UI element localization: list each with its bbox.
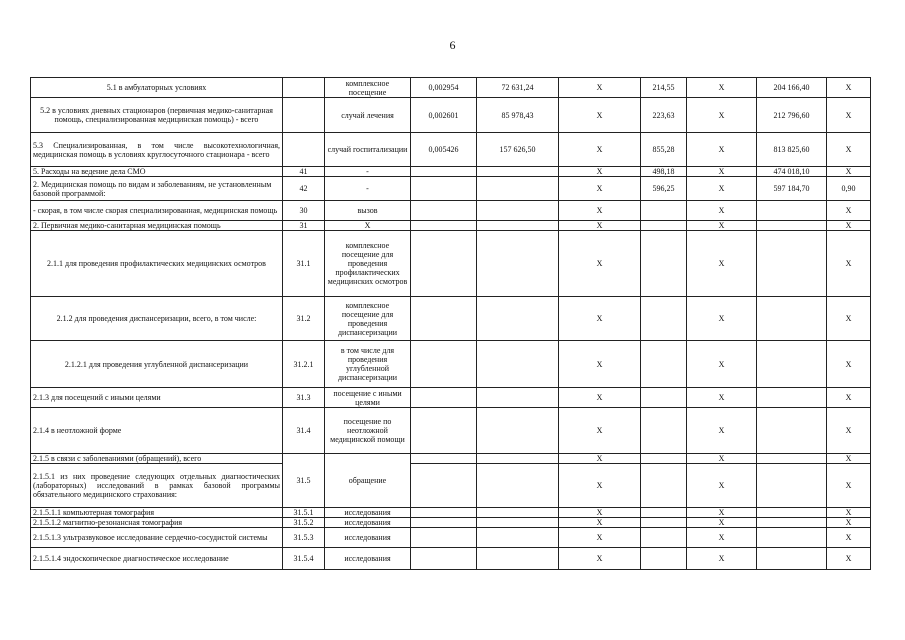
- table-row: [31, 133, 871, 167]
- row-norm: [411, 454, 477, 464]
- row-c8: X: [687, 508, 757, 518]
- row-name: 2.1.4 в неотложной форме: [31, 408, 283, 454]
- row-cost: 157 626,50: [477, 133, 559, 167]
- row-c9: [757, 454, 827, 464]
- row-c7: [641, 518, 687, 528]
- row-norm: [411, 201, 477, 221]
- row-unit: случай лечения: [325, 98, 411, 133]
- row-norm: 0,002601: [411, 98, 477, 133]
- row-c9: 813 825,60: [757, 133, 827, 167]
- row-name: 5. Расходы на ведение дела СМО: [31, 167, 283, 177]
- table-row: [31, 388, 871, 408]
- row-unit: комплексное посещение: [325, 78, 411, 98]
- row-cost: [477, 454, 559, 464]
- table-row: [31, 78, 871, 98]
- row-c6: X: [559, 201, 641, 221]
- row-c9: 474 018,10: [757, 167, 827, 177]
- row-c8: X: [687, 464, 757, 508]
- row-c9: 212 796,60: [757, 98, 827, 133]
- row-cost: [477, 408, 559, 454]
- row-norm: [411, 408, 477, 454]
- row-c9: [757, 231, 827, 297]
- row-norm: [411, 388, 477, 408]
- row-c8: X: [687, 201, 757, 221]
- row-c8: X: [687, 454, 757, 464]
- row-c7: [641, 297, 687, 341]
- row-c8: X: [687, 297, 757, 341]
- row-c8: X: [687, 548, 757, 570]
- row-c8: X: [687, 177, 757, 201]
- row-cost: [477, 341, 559, 388]
- row-c6: X: [559, 408, 641, 454]
- row-c7: 855,28: [641, 133, 687, 167]
- row-c10: X: [827, 78, 871, 98]
- row-line-number: 31.5.4: [283, 548, 325, 570]
- row-c9: 204 166,40: [757, 78, 827, 98]
- row-cost: [477, 231, 559, 297]
- row-c10: X: [827, 388, 871, 408]
- row-c6: X: [559, 528, 641, 548]
- row-name: 2.1.5 в связи с заболеваниями (обращений), всего: [31, 454, 283, 464]
- row-c6: X: [559, 98, 641, 133]
- table-row: [31, 408, 871, 454]
- row-name: 2.1.2 для проведения диспансеризации, всего, в том числе:: [31, 297, 283, 341]
- row-c9: [757, 341, 827, 388]
- row-line-number: [283, 133, 325, 167]
- row-c9: [757, 528, 827, 548]
- financing-table: [30, 77, 871, 570]
- row-c10: X: [827, 341, 871, 388]
- row-c7: [641, 548, 687, 570]
- row-c10: X: [827, 408, 871, 454]
- row-line-number: 42: [283, 177, 325, 201]
- row-line-number: 31.5.2: [283, 518, 325, 528]
- row-c9: [757, 221, 827, 231]
- row-line-number: [283, 98, 325, 133]
- group-line-number: 31.5: [283, 454, 325, 508]
- row-c10: X: [827, 98, 871, 133]
- row-c6: X: [559, 518, 641, 528]
- row-c7: [641, 231, 687, 297]
- row-name: 2.1.5.1.4 эндоскопическое диагностическое исследование: [31, 548, 283, 570]
- row-c6: X: [559, 231, 641, 297]
- row-name: 5.1 в амбулаторных условиях: [31, 78, 283, 98]
- row-cost: [477, 177, 559, 201]
- row-norm: [411, 464, 477, 508]
- row-unit: исследования: [325, 508, 411, 518]
- row-cost: [477, 508, 559, 518]
- row-unit: в том числе для проведения углубленной диспансеризации: [325, 341, 411, 388]
- row-unit: X: [325, 221, 411, 231]
- row-c6: X: [559, 548, 641, 570]
- row-c8: X: [687, 98, 757, 133]
- row-c10: X: [827, 464, 871, 508]
- row-unit: комплексное посещение для проведения диспансеризации: [325, 297, 411, 341]
- row-c6: X: [559, 297, 641, 341]
- row-cost: 85 978,43: [477, 98, 559, 133]
- row-c7: 223,63: [641, 98, 687, 133]
- table-row: [31, 454, 871, 464]
- row-line-number: 31.2.1: [283, 341, 325, 388]
- row-c8: X: [687, 78, 757, 98]
- table-row: [31, 177, 871, 201]
- row-c10: X: [827, 528, 871, 548]
- row-unit: посещение с иными целями: [325, 388, 411, 408]
- row-unit: вызов: [325, 201, 411, 221]
- row-norm: [411, 508, 477, 518]
- row-unit: исследования: [325, 518, 411, 528]
- row-c9: [757, 508, 827, 518]
- row-norm: [411, 167, 477, 177]
- row-c7: 214,55: [641, 78, 687, 98]
- row-c10: X: [827, 508, 871, 518]
- table-row: [31, 221, 871, 231]
- row-c7: [641, 201, 687, 221]
- row-line-number: 31.4: [283, 408, 325, 454]
- table-row: [31, 167, 871, 177]
- row-c6: X: [559, 454, 641, 464]
- row-line-number: 31.1: [283, 231, 325, 297]
- row-norm: [411, 297, 477, 341]
- row-c8: X: [687, 388, 757, 408]
- row-cost: [477, 528, 559, 548]
- row-c8: X: [687, 167, 757, 177]
- table-row: [31, 464, 871, 508]
- row-c6: X: [559, 133, 641, 167]
- page-number: 6: [449, 38, 456, 52]
- table-row: [31, 341, 871, 388]
- row-c8: X: [687, 518, 757, 528]
- row-line-number: [283, 78, 325, 98]
- row-c10: 0,90: [827, 177, 871, 201]
- row-c6: X: [559, 508, 641, 518]
- row-unit: исследования: [325, 528, 411, 548]
- row-c10: X: [827, 201, 871, 221]
- row-c10: X: [827, 167, 871, 177]
- row-c9: 597 184,70: [757, 177, 827, 201]
- row-norm: [411, 341, 477, 388]
- table-row: [31, 231, 871, 297]
- row-name: 2. Первичная медико-санитарная медицинская помощь: [31, 221, 283, 231]
- row-c7: [641, 464, 687, 508]
- table-row: [31, 297, 871, 341]
- row-norm: 0,002954: [411, 78, 477, 98]
- row-name: 2. Медицинская помощь по видам и заболеваниям, не установленным базовой программой:: [31, 177, 283, 201]
- row-c8: X: [687, 221, 757, 231]
- row-c7: [641, 341, 687, 388]
- row-c10: X: [827, 133, 871, 167]
- row-c6: X: [559, 464, 641, 508]
- row-line-number: 30: [283, 201, 325, 221]
- row-c10: X: [827, 231, 871, 297]
- row-norm: 0,005426: [411, 133, 477, 167]
- table-row: [31, 508, 871, 518]
- row-name: 2.1.5.1 из них проведение следующих отдельных диагностических (лабораторных) исследований в рамках базовой программы обязательного медицинского страхования:: [31, 464, 283, 508]
- row-c7: [641, 508, 687, 518]
- row-name: 5.2 в условиях дневных стационаров (первичная медико-санитарная помощь, специализированная медицинская помощь) - всего: [31, 98, 283, 133]
- row-cost: [477, 518, 559, 528]
- row-c10: X: [827, 518, 871, 528]
- row-c6: X: [559, 341, 641, 388]
- row-name: 2.1.5.1.1 компьютерная томография: [31, 508, 283, 518]
- row-c9: [757, 548, 827, 570]
- row-c8: X: [687, 408, 757, 454]
- row-c8: X: [687, 231, 757, 297]
- row-norm: [411, 518, 477, 528]
- table-row: [31, 201, 871, 221]
- row-c10: X: [827, 297, 871, 341]
- row-name: 2.1.3 для посещений с иными целями: [31, 388, 283, 408]
- row-norm: [411, 231, 477, 297]
- row-name: 2.1.2.1 для проведения углубленной диспансеризации: [31, 341, 283, 388]
- row-norm: [411, 221, 477, 231]
- row-c9: [757, 464, 827, 508]
- row-norm: [411, 548, 477, 570]
- row-c10: X: [827, 221, 871, 231]
- row-unit: -: [325, 167, 411, 177]
- row-c9: [757, 388, 827, 408]
- row-c7: 596,25: [641, 177, 687, 201]
- row-cost: [477, 548, 559, 570]
- row-line-number: 31.2: [283, 297, 325, 341]
- row-c8: X: [687, 133, 757, 167]
- row-c6: X: [559, 78, 641, 98]
- row-cost: [477, 464, 559, 508]
- row-c8: X: [687, 528, 757, 548]
- row-c7: [641, 388, 687, 408]
- row-line-number: 31.5.3: [283, 528, 325, 548]
- row-c7: 498,18: [641, 167, 687, 177]
- row-unit: случай госпитализации: [325, 133, 411, 167]
- row-c10: X: [827, 454, 871, 464]
- row-name: 5.3 Специализированная, в том числе высокотехнологичная, медицинская помощь в условиях круглосуточного стационара - всего: [31, 133, 283, 167]
- row-name: - скорая, в том числе скорая специализированная, медицинская помощь: [31, 201, 283, 221]
- row-c9: [757, 201, 827, 221]
- row-c7: [641, 454, 687, 464]
- row-c7: [641, 408, 687, 454]
- row-line-number: 31.5.1: [283, 508, 325, 518]
- table-row: [31, 98, 871, 133]
- row-cost: [477, 388, 559, 408]
- row-c6: X: [559, 167, 641, 177]
- row-norm: [411, 177, 477, 201]
- row-cost: [477, 297, 559, 341]
- row-unit: комплексное посещение для проведения профилактических медицинских осмотров: [325, 231, 411, 297]
- row-c6: X: [559, 177, 641, 201]
- row-c8: X: [687, 341, 757, 388]
- row-name: 2.1.5.1.2 магнитно-резонансная томография: [31, 518, 283, 528]
- row-c7: [641, 221, 687, 231]
- group-unit: обращение: [325, 454, 411, 508]
- row-line-number: 31: [283, 221, 325, 231]
- row-cost: [477, 167, 559, 177]
- row-cost: [477, 201, 559, 221]
- table-row: [31, 528, 871, 548]
- table-row: [31, 548, 871, 570]
- row-name: 2.1.5.1.3 ультразвуковое исследование сердечно-сосудистой системы: [31, 528, 283, 548]
- table-row: [31, 518, 871, 528]
- row-c6: X: [559, 221, 641, 231]
- row-name: 2.1.1 для проведения профилактических медицинских осмотров: [31, 231, 283, 297]
- row-unit: -: [325, 177, 411, 201]
- row-line-number: 31.3: [283, 388, 325, 408]
- row-unit: исследования: [325, 548, 411, 570]
- row-line-number: 41: [283, 167, 325, 177]
- row-cost: [477, 221, 559, 231]
- row-c9: [757, 297, 827, 341]
- row-c9: [757, 518, 827, 528]
- row-c9: [757, 408, 827, 454]
- row-cost: 72 631,24: [477, 78, 559, 98]
- row-c6: X: [559, 388, 641, 408]
- row-c10: X: [827, 548, 871, 570]
- row-norm: [411, 528, 477, 548]
- row-unit: посещение по неотложной медицинской помощи: [325, 408, 411, 454]
- row-c7: [641, 528, 687, 548]
